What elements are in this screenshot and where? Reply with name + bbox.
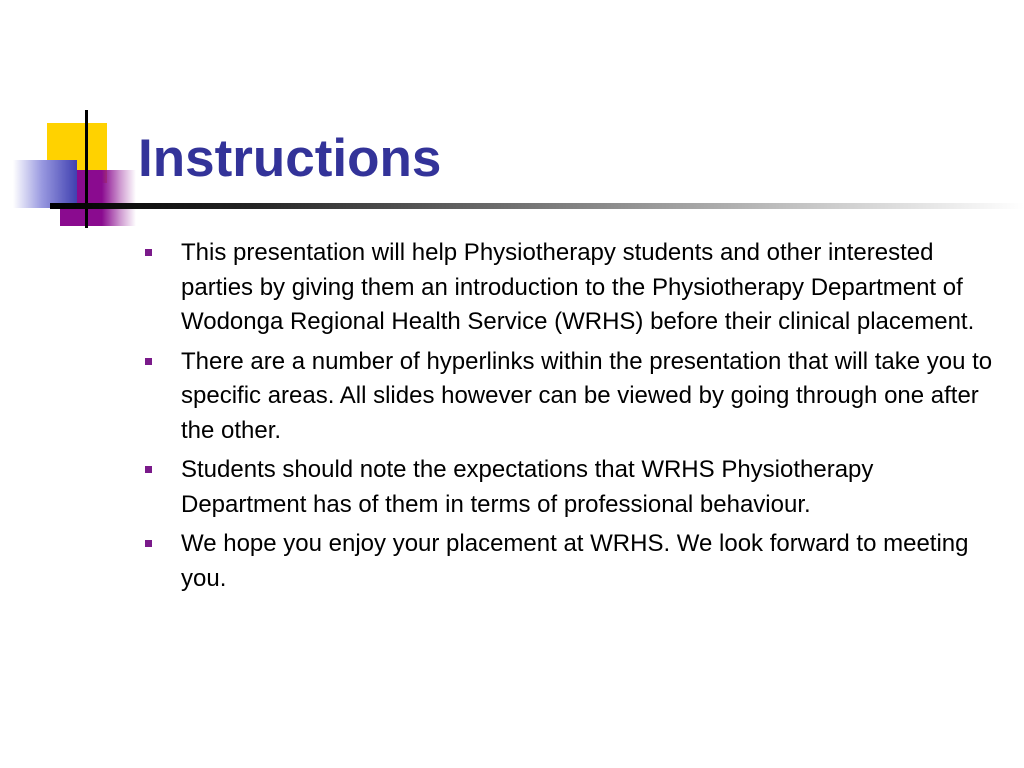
bullet-item [142, 236, 1002, 340]
bullet-item [142, 345, 1002, 449]
square-bullet-icon [145, 249, 152, 256]
bullet-item [142, 453, 1002, 522]
slide-title: Instructions [138, 129, 442, 188]
title-underline-divider [50, 203, 1024, 209]
bullet-list [142, 236, 1002, 601]
bullet-text: This presentation will help Physiotherapy students and other interested parties by giving them an introduction to the Physiotherapy Department of Wodonga Regional Health Service (WRHS) before their clinical placement. [181, 239, 975, 335]
square-bullet-icon [145, 358, 152, 365]
bullet-text: There are a number of hyperlinks within the presentation that will take you to specific areas. All slides however can be viewed by going through one after the other. [181, 347, 993, 444]
square-bullet-icon [145, 466, 152, 473]
bullet-text: We hope you enjoy your placement at WRHS. We look forward to meeting you. [181, 530, 969, 592]
bullet-text: Students should note the expectations that WRHS Physiotherapy Department has of them in terms of professional behaviour. [181, 456, 874, 518]
square-bullet-icon [145, 540, 152, 547]
blue-gradient-square-decoration [13, 160, 77, 208]
bullet-item [142, 527, 1002, 596]
vertical-line-decoration [85, 110, 88, 228]
